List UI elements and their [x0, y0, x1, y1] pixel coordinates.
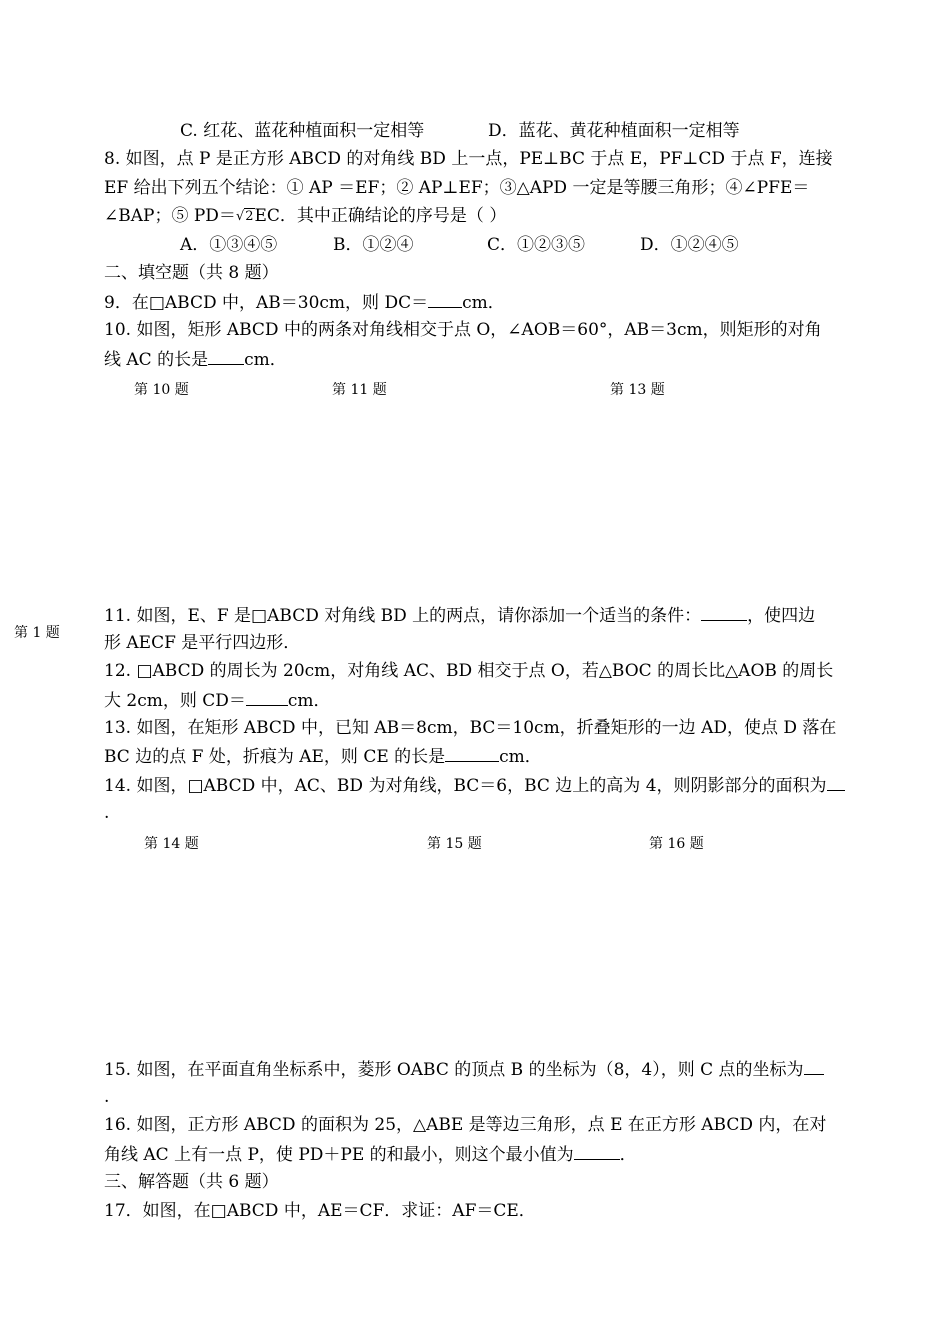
q8-line3	[104, 205, 849, 228]
q8-line2: EF 给出下列五个结论：① AP ＝EF；② AP⊥EF；③△APD 一定是等腰三角形；④∠PFE＝	[104, 178, 810, 198]
q8-line3-end: EC．其中正确结论的序号是（ ）	[254, 206, 507, 226]
q7-option-d: D．蓝花、黄花种植面积一定相等	[488, 121, 740, 141]
q12-line2-text: 大 2cm，则 CD＝	[104, 691, 246, 711]
sqrt-sign: √	[235, 209, 245, 224]
q10-answer-blank	[208, 348, 244, 365]
q8-option-c: C．①②③⑤	[487, 235, 586, 255]
q8-line1: 8. 如图，点 P 是正方形 ABCD 的对角线 BD 上一点，PE⊥BC 于点 E，PF⊥CD 于点 F，连接	[104, 149, 833, 169]
q15-line1-text: 15. 如图，在平面直角坐标系中，菱形 OABC 的顶点 B 的坐标为（8，4），则 C 点的坐标为	[104, 1060, 804, 1080]
q7-option-c: C. 红花、蓝花种植面积一定相等	[180, 121, 425, 141]
q14-answer-blank	[827, 774, 845, 791]
section-2-heading: 二、填空题（共 8 题）	[104, 263, 279, 283]
q14-line1-text: 14. 如图，□ABCD 中，AC、BD 为对角线，BC＝6，BC 边上的高为 4，则阴影部分的面积为	[104, 776, 827, 796]
q12-unit: cm．	[287, 691, 331, 711]
q12-line2	[104, 689, 849, 712]
q16-line2-text: 角线 AC 上有一点 P，使 PD＋PE 的和最小，则这个最小值为	[104, 1145, 574, 1165]
q16-line2	[104, 1143, 849, 1166]
q15-line1	[104, 1058, 849, 1081]
section-3-heading: 三、解答题（共 6 题）	[104, 1172, 279, 1192]
caption-figure-15: 第 15 题	[427, 836, 482, 852]
caption-figure-10: 第 10 题	[134, 382, 189, 398]
q9-line	[104, 291, 849, 314]
caption-figure-11: 第 11 题	[332, 382, 387, 398]
q9-answer-blank	[428, 291, 462, 308]
q17-line: 17．如图，在□ABCD 中，AE＝CF．求证：AF＝CE．	[104, 1201, 536, 1221]
q11-line1	[104, 604, 849, 627]
q16-line1: 16. 如图，正方形 ABCD 的面积为 25，△ABE 是等边三角形，点 E 在正方形 ABCD 内，在对	[104, 1115, 827, 1135]
q8-option-d: D．①②④⑤	[640, 235, 739, 255]
caption-figure-13: 第 13 题	[610, 382, 665, 398]
q16-line2-end: ．	[619, 1145, 637, 1165]
q11-line1-end: ，使四边	[747, 606, 816, 626]
q10-unit: cm．	[244, 350, 287, 370]
q12-line1: 12. □ABCD 的周长为 20cm，对角线 AC、BD 相交于点 O，若△BOC 的周长比△AOB 的周长	[104, 661, 834, 681]
q13-line2-text: BC 边的点 F 处，折痕为 AE，则 CE 的长是	[104, 747, 446, 767]
q9-unit: cm．	[462, 293, 505, 313]
q8-option-b: B．①②④	[333, 235, 414, 255]
q11-line2: 形 AECF 是平行四边形．	[104, 633, 301, 653]
q15-line2: .	[104, 1087, 110, 1107]
q8-line3-start: ∠BAP；⑤ PD＝	[104, 206, 236, 226]
q12-answer-blank	[246, 689, 288, 706]
q10-line1: 10. 如图，矩形 ABCD 中的两条对角线相交于点 O，∠AOB＝60°，AB＝3cm，则矩形的对角	[104, 320, 822, 340]
caption-figure-14: 第 14 题	[144, 836, 199, 852]
caption-figure-1: 第 1 题	[14, 625, 60, 641]
q16-answer-blank	[574, 1143, 620, 1160]
q8-option-a: A．①③④⑤	[180, 235, 278, 255]
q11-line1-text: 11. 如图，E、F 是□ABCD 对角线 BD 上的两点，请你添加一个适当的条件：	[104, 606, 702, 626]
q11-answer-blank	[701, 604, 747, 621]
q13-unit: cm．	[499, 747, 542, 767]
q10-line2	[104, 348, 849, 371]
q13-line1: 13. 如图，在矩形 ABCD 中，已知 AB＝8cm，BC＝10cm，折叠矩形的一边 AD，使点 D 落在	[104, 718, 837, 738]
sqrt-radicand: 2	[245, 209, 254, 224]
q13-answer-blank	[445, 745, 499, 762]
q10-line2-text: 线 AC 的长是	[104, 350, 209, 370]
q13-line2	[104, 745, 849, 768]
q14-line2: .	[104, 803, 110, 823]
q15-answer-blank	[804, 1058, 824, 1075]
sqrt-2	[236, 206, 255, 228]
q9-text: 9．在□ABCD 中，AB＝30cm，则 DC＝	[104, 293, 429, 313]
q14-line1	[104, 774, 849, 797]
caption-figure-16: 第 16 题	[649, 836, 704, 852]
